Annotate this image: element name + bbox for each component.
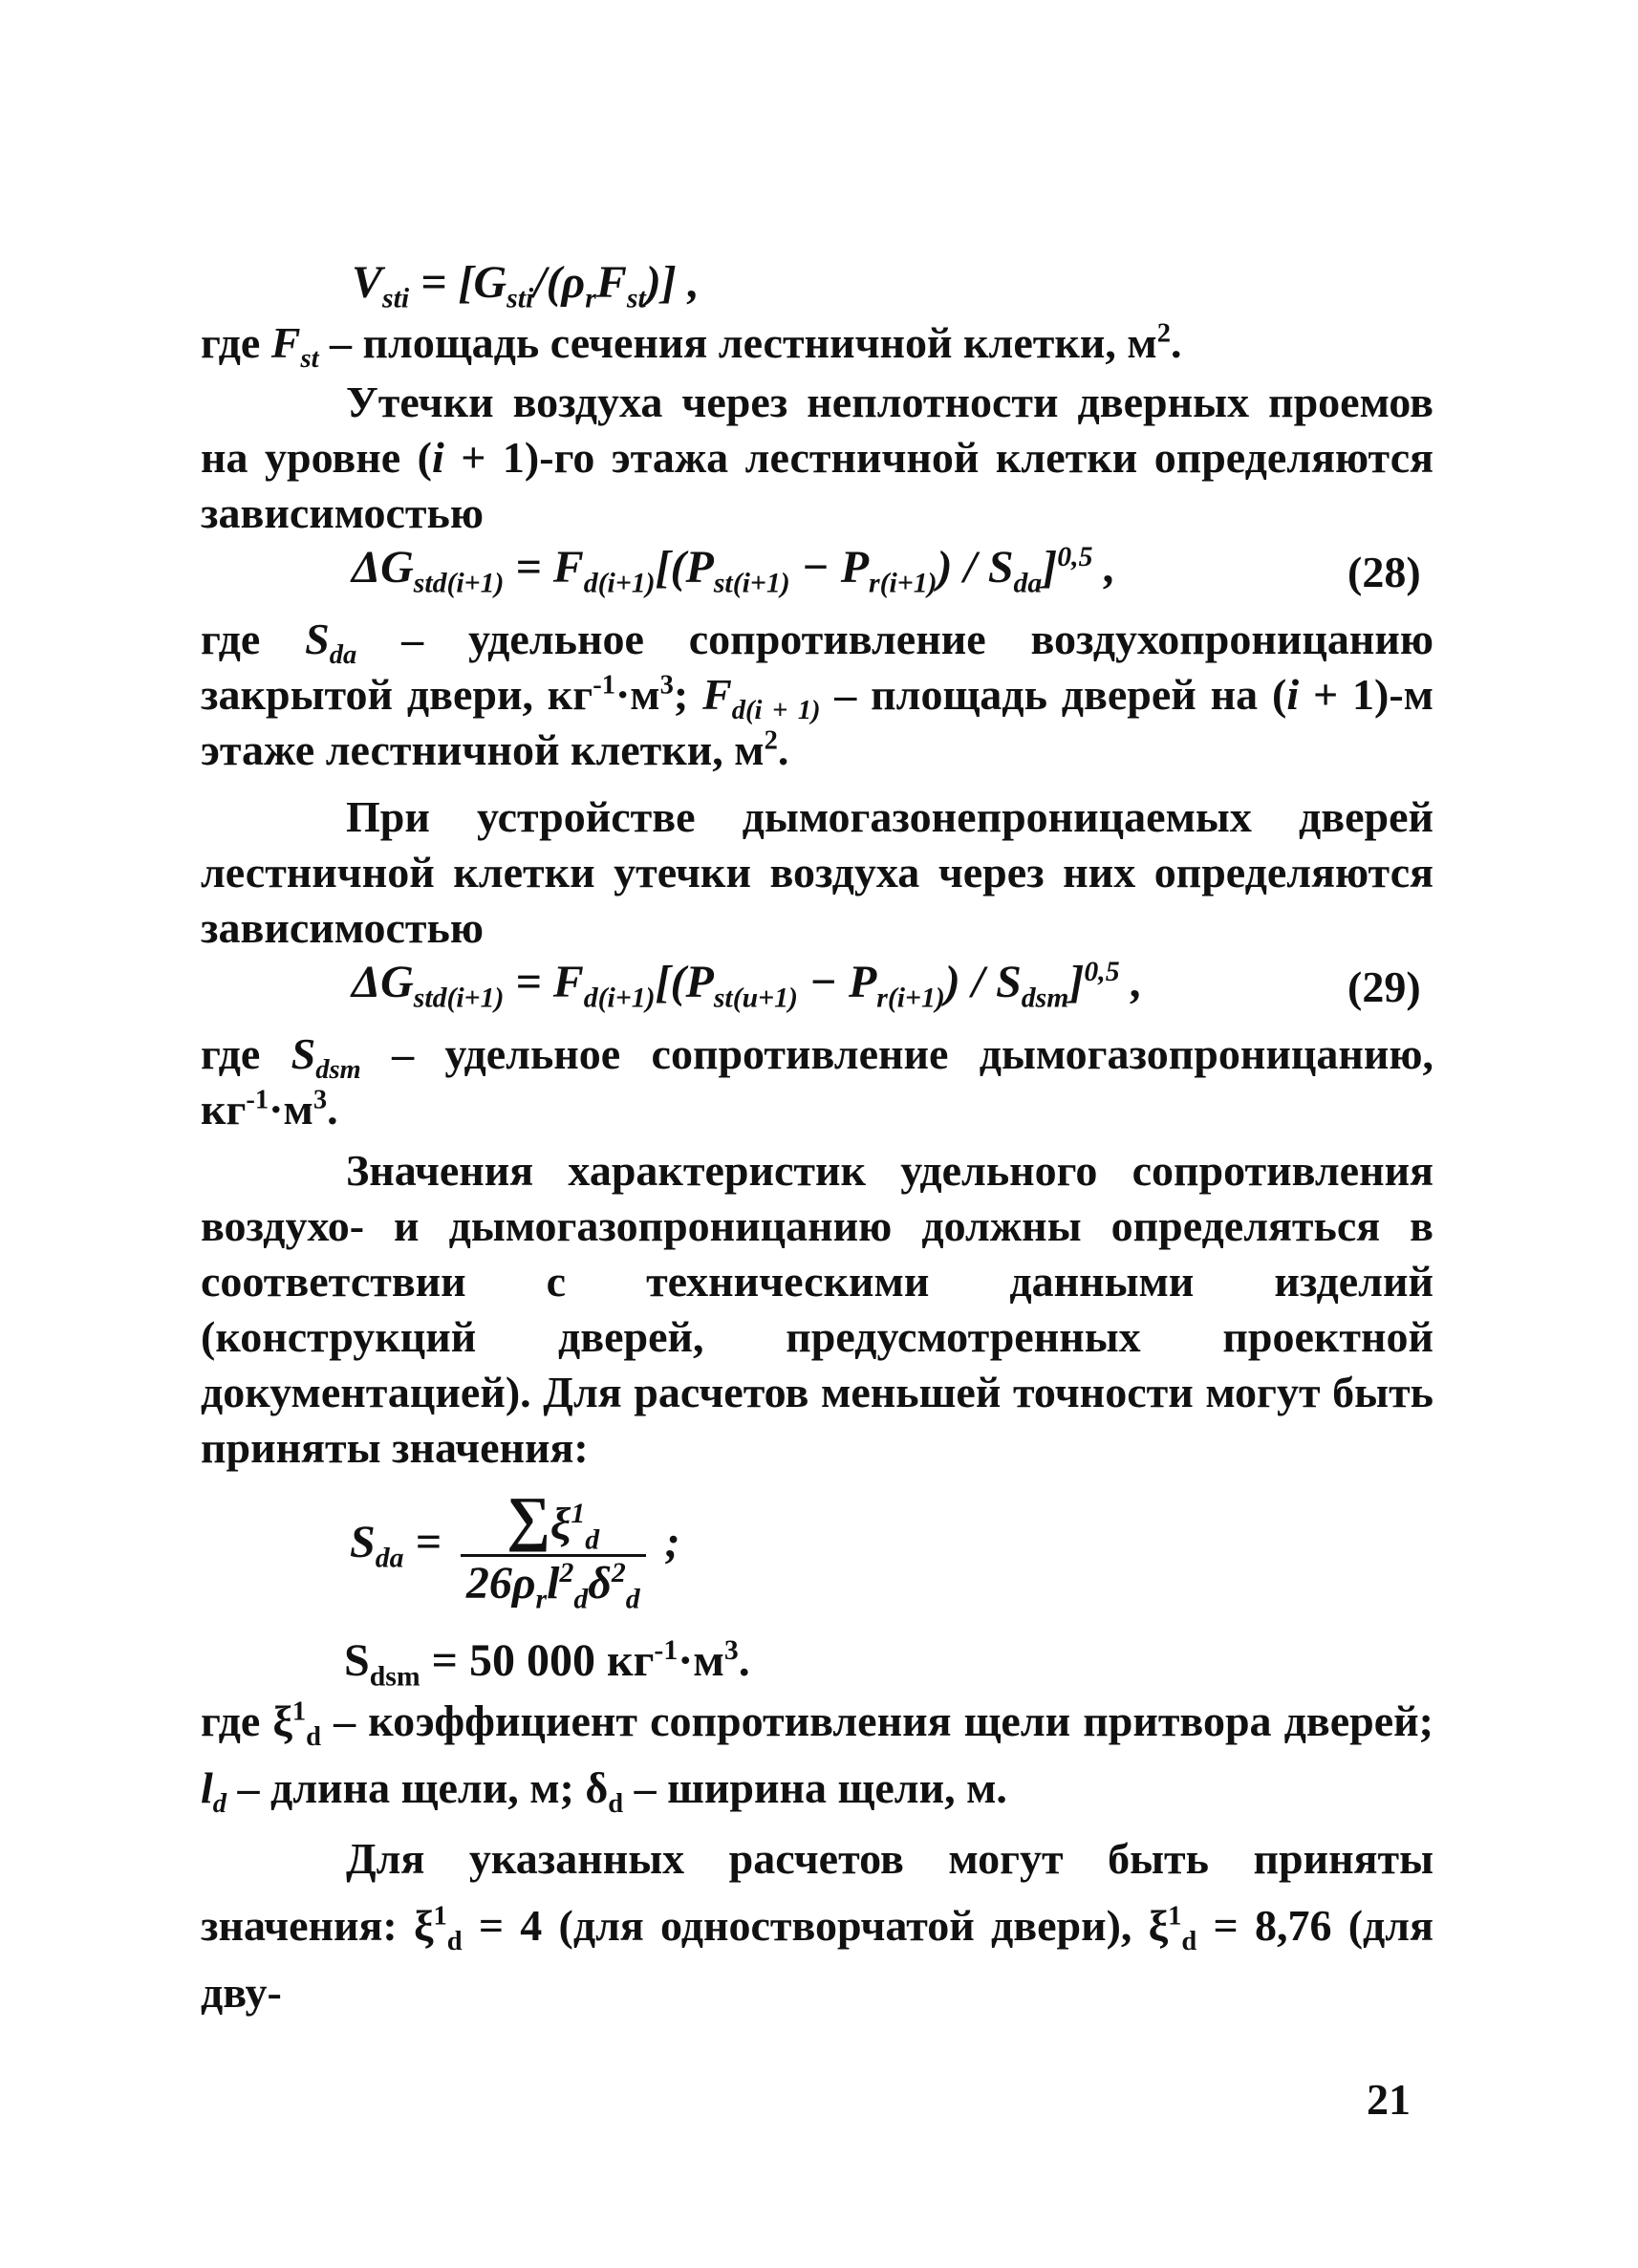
paragraph-6: Значения характеристик удельного сопротивления воздухо- и дымогазопроницанию должны определяться в соответствии с техническими данными изделий (конструкций дверей, предусмотренных проектной документацией). Для расчетов меньшей точности могут быть приняты значения: bbox=[201, 1146, 1433, 1472]
page-number: 21 bbox=[1367, 2075, 1411, 2124]
paragraph-5: где $S_{dsm}$ – удельное сопротивление дымогазопроницанию, $кг^{-1}\cdot м^3$. bbox=[201, 1029, 1433, 1134]
paragraph-7: где $\xi^1_d$ – коэффициент сопротивления щели притвора дверей; $l_d$ – длина щели, м; $\delta_d$ – ширина щели, м. bbox=[201, 1696, 1433, 1820]
formula-s-dsm: $S_{dsm} = 50$ 000 $кг^{-1}\cdot м^3$. bbox=[344, 1634, 750, 1693]
equation-28: $\Delta G_{std(i+1)} = F_{d(i+1)}[(P_{st(i+1)} - P_{r(i+1)}) / S_{da}]^{0,5}$ , bbox=[352, 541, 1116, 599]
paragraph-2: Утечки воздуха через неплотности дверных проемов на уровне (i + 1)-го этажа лестничной клетки определяются зависимостью bbox=[201, 378, 1433, 537]
formula-s-da-lhs: $S_{da}$ = bbox=[350, 1517, 442, 1574]
paragraph-1: где $F_{st}$ – площадь сечения лестничной клетки, $м^2$. bbox=[201, 318, 1182, 375]
equation-29: $\Delta G_{std(i+1)} = F_{d(i+1)}[(P_{st(u+1)} - P_{r(i+1)}) / S_{dsm}]^{0,5}$ , bbox=[352, 956, 1143, 1014]
formula-s-da-denominator: $26\rho_rl^2_d\delta^2_d$ bbox=[465, 1557, 640, 1615]
equation-28-number: (28) bbox=[1347, 548, 1421, 596]
paragraph-3: где $S_{da}$ – удельное сопротивление воздухопроницанию закрытой двери, $кг^{-1}\cdot м^3$; $F_{d(i + 1)}$ – площадь дверей на (i + 1)-м этаже лестничной клетки, $м^2$. bbox=[201, 615, 1433, 774]
formula-s-da-end: ; bbox=[664, 1517, 680, 1568]
formula-v-sti: $V_{sti} = [G_{sti}/(\rho_rF_{st})]$ , bbox=[352, 257, 700, 314]
formula-s-da-numerator: $\sum\xi^1_d$ bbox=[461, 1483, 646, 1557]
paragraph-8: Для указанных расчетов могут быть приняты значения: $\xi^1_d = 4$ (для одностворчатой двери), $\xi^1_d = 8,76$ (для дву- bbox=[201, 1834, 1433, 2017]
paragraph-4: При устройстве дымогазонепроницаемых дверей лестничной клетки утечки воздуха через них определяются зависимостью bbox=[201, 792, 1433, 952]
formula-s-da-fraction bbox=[461, 1483, 646, 1615]
equation-29-number: (29) bbox=[1347, 962, 1421, 1011]
formula-s-da bbox=[350, 1483, 680, 1615]
